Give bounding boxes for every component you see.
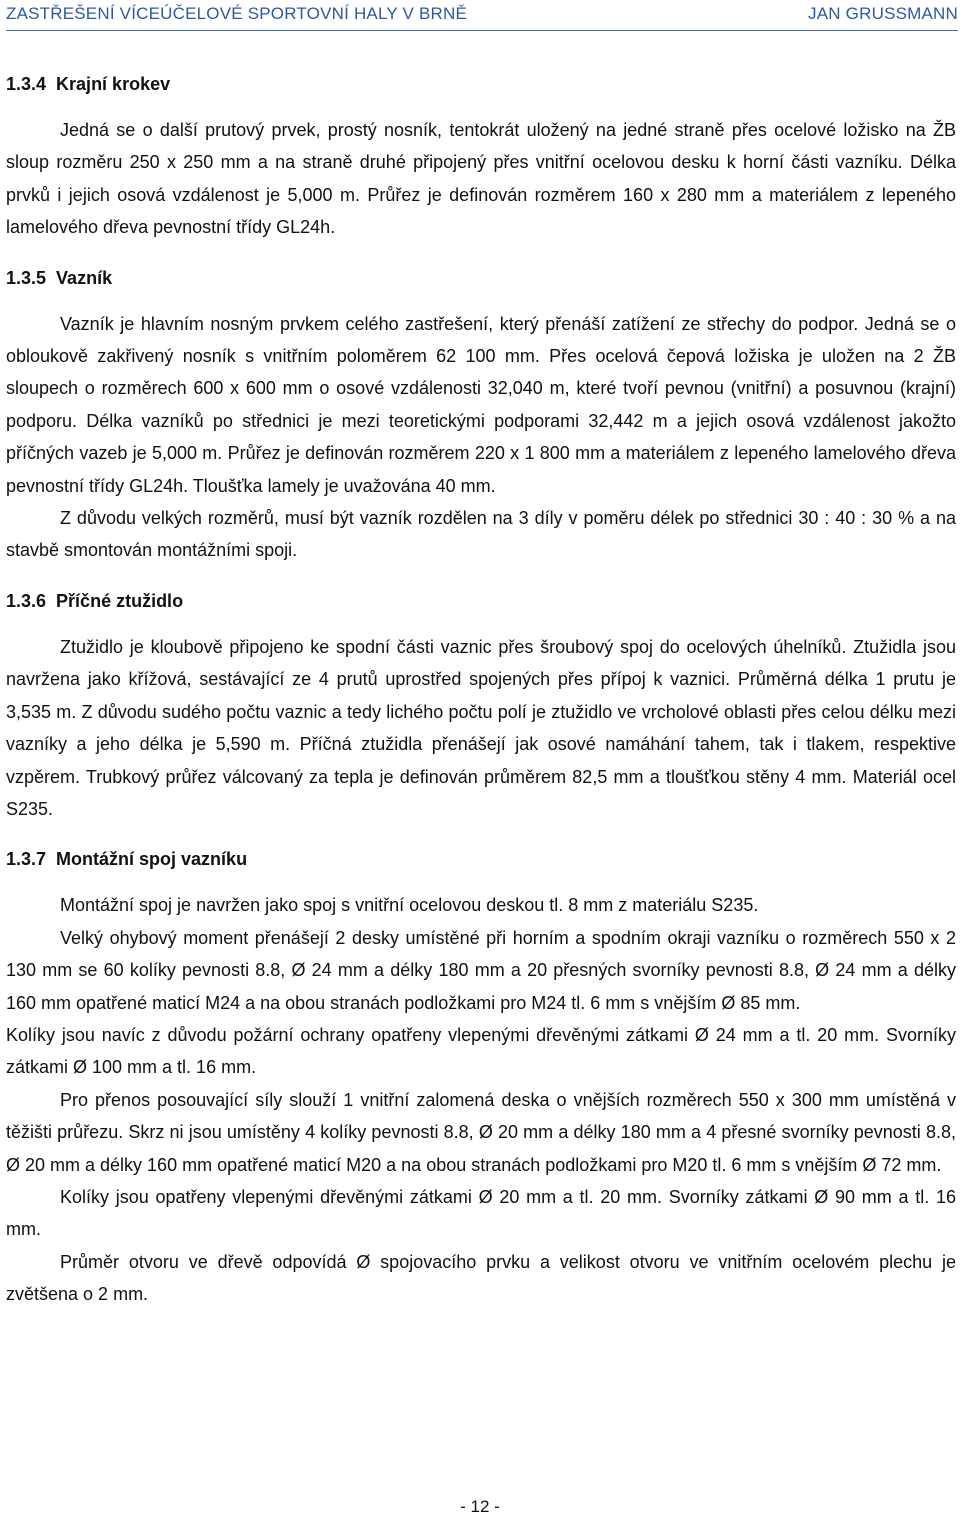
paragraph: Pro přenos posouvající síly slouží 1 vnitřní zalomená deska o vnějších rozměrech 550 x 300 mm umístěná v těžišti průřezu. Skrz ni jsou umístěny 4 kolíky pevnosti 8.8, Ø 20 mm a délky 180 mm a 4 přesné svorníky pevnosti 8.8, Ø 20 mm a délky 160 mm opatřené maticí M20 a na obou stranách podložkami pro M20 tl. 6 mm s vnějším Ø 72 mm. (6, 1089, 956, 1175)
section-heading-1-3-5: 1.3.5 Vazník (6, 267, 113, 288)
document-title: ZASTŘEŠENÍ VÍCEÚČELOVÉ SPORTOVNÍ HALY V BRNĚ (6, 4, 468, 23)
section-heading-1-3-7: 1.3.7 Montážní spoj vazníku (6, 849, 248, 870)
paragraph: Vazník je hlavním nosným prvkem celého zastřešení, který přenáší zatížení ze střechy do podpor. Jedná se o obloukově zakřivený nosník s vnitřním poloměrem 62 100 mm. Přes ocelová čepová ložiska je uložen na 2 ŽB sloupech o rozměrech 600 x 600 mm o osové vzdálenosti 32,040 m, které tvoří pevnou (vnitřní) a posuvnou (krajní) podporu. Délka vazníků po střednici je mezi teoretickými podporami 32,442 m a jejich osová vzdálenost jakožto příčných vazeb je 5,000 m. Průřez je definován rozměrem 220 x 1 800 mm a materiálem z lepeného lamelového dřeva pevnostní třídy GL24h. Tloušťka lamely je uvažována 40 mm. (6, 313, 956, 496)
paragraph: Kolíky jsou opatřeny vlepenými dřevěnými zátkami Ø 20 mm a tl. 20 mm. Svorníky zátkami Ø 90 mm a tl. 16 mm. (6, 1186, 956, 1240)
section-heading-1-3-6: 1.3.6 Příčné ztužidlo (6, 590, 184, 611)
page-content (6, 68, 956, 1311)
paragraph: Kolíky jsou navíc z důvodu požární ochrany opatřeny vlepenými dřevěnými zátkami Ø 24 mm a tl. 20 mm. Svorníky zátkami Ø 100 mm a tl. 16 mm. (6, 1024, 956, 1078)
paragraph: Průměr otvoru ve dřevě odpovídá Ø spojovacího prvku a velikost otvoru ve vnitřním ocelovém plechu je zvětšena o 2 mm. (6, 1251, 956, 1305)
page-number: - 12 - (460, 1497, 500, 1516)
paragraph: Ztužidlo je kloubově připojeno ke spodní části vaznic přes šroubový spoj do ocelových úhelníků. Ztužidla jsou navržena jako křížová, sestávající ze 4 prutů uprostřed spojených přes přípoj k vaznici. Průměrná délka 1 prutu je 3,535 m. Z důvodu sudého počtu vaznic a tedy lichého počtu polí je ztužidlo ve vrcholové oblasti přes celou délku mezi vazníky a jeho délka je 5,590 m. Příčná ztužidla přenášejí jak osové namáhání tahem, tak i tlakem, respektive vzpěrem. Trubkový průřez válcovaný za tepla je definován průměrem 82,5 mm a tloušťkou stěny 4 mm. Materiál ocel S235. (6, 636, 956, 819)
paragraph: Velký ohybový moment přenášejí 2 desky umístěné při horním a spodním okraji vazníku o rozměrech 550 x 2 130 mm se 60 kolíky pevnosti 8.8, Ø 24 mm a délky 180 mm a 20 přesných svorníky pevnosti 8.8, Ø 24 mm a délky 160 mm opatřené maticí M24 a na obou stranách podložkami pro M24 tl. 6 mm s vnějším Ø 85 mm. (6, 927, 956, 1013)
page-header (6, 0, 958, 31)
document-author: JAN GRUSSMANN (808, 4, 958, 23)
paragraph: Z důvodu velkých rozměrů, musí být vazník rozdělen na 3 díly v poměru délek po střednici 30 : 40 : 30 % a na stavbě smontován montážními spoji. (6, 508, 956, 561)
section-heading-1-3-4: 1.3.4 Krajní krokev (6, 74, 171, 94)
paragraph: Montážní spoj je navržen jako spoj s vnitřní ocelovou deskou tl. 8 mm z materiálu S235. (60, 895, 759, 916)
paragraph: Jedná se o další prutový prvek, prostý nosník, tentokrát uložený na jedné straně přes ocelové ložisko na ŽB sloup rozměru 250 x 250 mm a na straně druhé připojený přes vnitřní ocelovou desku k horní části vazníku. Délka prvků i jejich osová vzdálenost je 5,000 m. Průřez je definován rozměrem 160 x 280 mm a materiálem z lepeného lamelového dřeva pevnostní třídy GL24h. (6, 120, 956, 238)
